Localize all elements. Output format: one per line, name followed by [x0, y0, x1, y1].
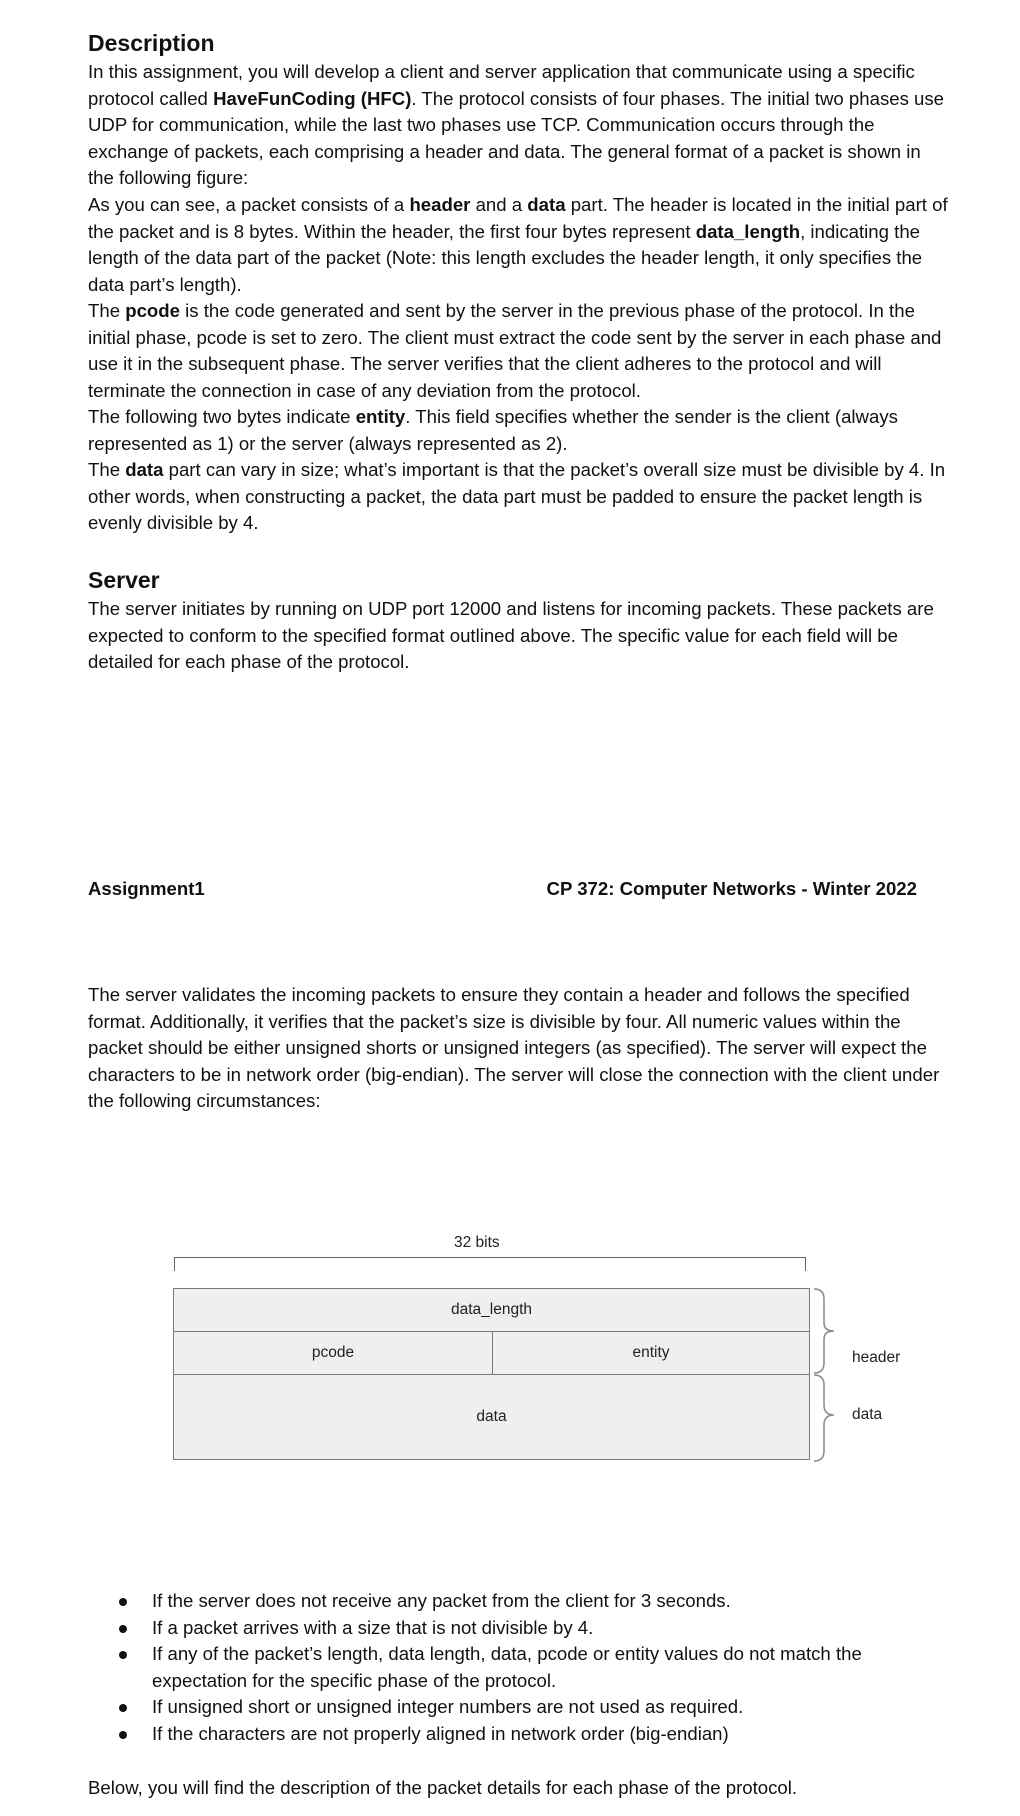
list-item: If the server does not receive any packet from the client for 3 seconds.: [152, 1588, 948, 1615]
bullet-icon: [119, 1625, 127, 1633]
list-item: If unsigned short or unsigned integer numbers are not used as required.: [152, 1694, 948, 1721]
data-field: data: [173, 1374, 810, 1460]
bullet-icon: [119, 1598, 127, 1606]
server-paragraph: The server initiates by running on UDP port 12000 and listens for incoming packets. These packets are expected to conform to the specified format outlined above. The specific value for each field will be detailed for each phase of the protocol.: [88, 598, 934, 673]
server-heading: Server: [88, 567, 160, 593]
entity-field: entity: [492, 1331, 810, 1375]
close-conditions-list: [88, 1588, 948, 1748]
list-item: If any of the packet’s length, data length, data, pcode or entity values do not match the expectation for the specific phase of the protocol.: [152, 1641, 948, 1694]
page-header-assignment: Assignment1: [88, 878, 205, 899]
width-bracket: [174, 1257, 806, 1271]
list-item: If a packet arrives with a size that is not divisible by 4.: [152, 1615, 948, 1642]
description-paragraph-1: In this assignment, you will develop a client and server application that communicate using a specific protocol called HaveFunCoding (HFC). The protocol consists of four phases. The initial two phases use UDP for communication, while the last two phases use TCP. Communication occurs through the exchange of packets, each comprising a header and data. The general format of a packet is shown in the following figure:: [88, 61, 945, 189]
description-heading: Description: [88, 30, 215, 56]
validation-paragraph: The server validates the incoming packets to ensure they contain a header and follows the specified format. Additionally, it verifies that the packet’s size is divisible by four. All numeric values within the packet should be either unsigned shorts or unsigned integers (as specified). The server will expect the characters to be in network order (big-endian). The server will close the connection with the client under the following circumstances:: [88, 984, 940, 1112]
pcode-field: pcode: [173, 1331, 493, 1375]
data-label: data: [852, 1406, 883, 1423]
description-paragraph-5: The data part can vary in size; what’s important is that the packet’s overall size must be divisible by 4. In other words, when constructing a packet, the data part must be padded to ensure the packet length is evenly divisible by 4.: [88, 459, 946, 534]
brace-icons: [812, 1287, 852, 1465]
data-length-field: data_length: [173, 1288, 810, 1332]
packet-format-diagram: [0, 1225, 1020, 1475]
page-header-course: CP 372: Computer Networks - Winter 2022: [546, 878, 917, 899]
header-brace: [814, 1289, 834, 1373]
list-item: If the characters are not properly aligned in network order (big-endian): [152, 1721, 948, 1748]
bullet-icon: [119, 1651, 127, 1659]
bullet-icon: [119, 1704, 127, 1712]
bits-label: 32 bits: [454, 1234, 500, 1251]
header-label: header: [852, 1349, 901, 1366]
description-paragraph-3: The pcode is the code generated and sent by the server in the previous phase of the protocol. In the initial phase, pcode is set to zero. The client must extract the code sent by the server in each phase and use it in the subsequent phase. The server verifies that the client adheres to the protocol and will terminate the connection in case of any deviation from the protocol.: [88, 300, 942, 401]
data-brace: [814, 1375, 834, 1461]
description-paragraph-4: The following two bytes indicate entity. This field specifies whether the sender is the client (always represented as 1) or the server (always represented as 2).: [88, 406, 898, 454]
description-paragraph-2: As you can see, a packet consists of a header and a data part. The header is located in the initial part of the packet and is 8 bytes. Within the header, the first four bytes represent data_length, indicating the length of the data part of the packet (Note: this length excludes the header length, it only specifies the data part’s length).: [88, 194, 948, 295]
bullet-icon: [119, 1731, 127, 1739]
footer-paragraph: Below, you will find the description of the packet details for each phase of the protocol.: [88, 1777, 798, 1798]
